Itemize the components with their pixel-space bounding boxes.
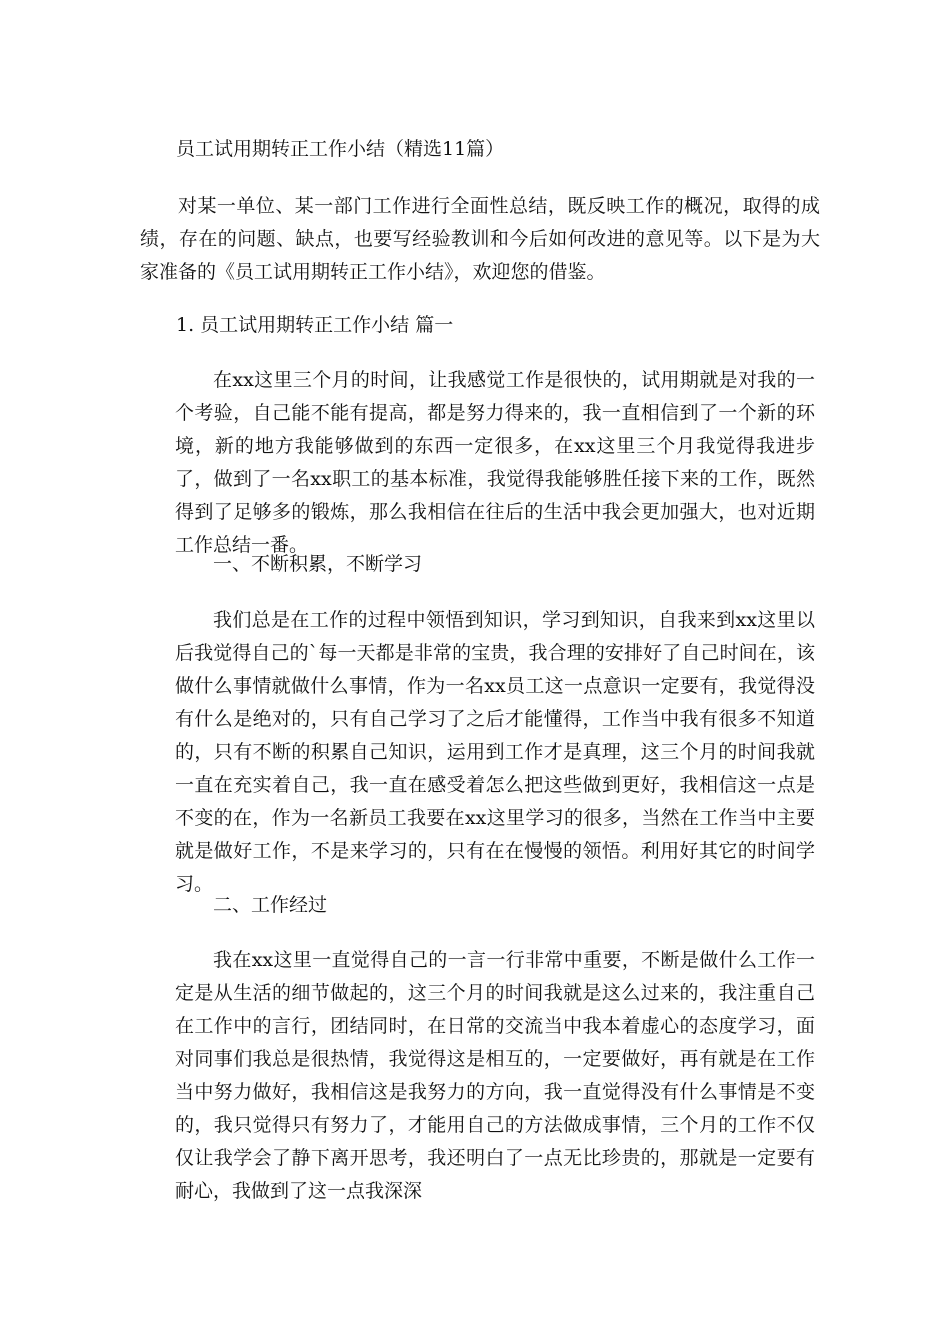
body-paragraph-2: 我们总是在工作的过程中领悟到知识，学习到知识，自我来到xx这里以后我觉得自己的`每一天都是非常的宝贵，我合理的安排好了自己时间在，该做什么事情就做什么事情，作为一名xx员工这一点意识一定要有，我觉得没有什么是绝对的，只有自己学习了之后才能懂得，工作当中我有很多不知道的，只有不断的积累自己知识，运用到工作才是真理，这三个月的时间我就一直在充实着自己，我一直在感受着怎么把这些做到更好，我相信这一点是不变的在，作为一名新员工我要在xx这里学习的很多，当然在工作当中主要就是做好工作，不是来学习的，只有在在慢慢的领悟。利用好其它的时间学习。 — [175, 609, 815, 895]
body-paragraph-3: 我在xx这里一直觉得自己的一言一行非常中重要，不断是做什么工作一定是从生活的细节做起的，这三个月的时间我就是这么过来的，我注重自己在工作中的言行，团结同时，在日常的交流当中我本着虚心的态度学习，面对同事们我总是很热情，我觉得这是相互的，一定要做好，再有就是在工作当中努力做好，我相信这是我努力的方向，我一直觉得没有什么事情是不变的，我只觉得只有努力了，才能用自己的方法做成事情，三个月的工作不仅仅让我学会了静下离开思考，我还明白了一点无比珍贵的，那就是一定要有耐心，我做到了这一点我深深 — [175, 949, 815, 1202]
body-paragraph-1: 在xx这里三个月的时间，让我感觉工作是很快的，试用期就是对我的一个考验，自己能不能有提高，都是努力得来的，我一直相信到了一个新的环境，新的地方我能够做到的东西一定很多，在xx这里三个月我觉得我进步了，做到了一名xx职工的基本标准，我觉得我能够胜任接下来的工作，既然得到了足够多的锻炼，那么我相信在往后的生活中我会更加强大，也对近期工作总结一番。 — [175, 369, 815, 556]
document-title: 员工试用期转正工作小结（精选11篇） — [176, 138, 505, 160]
intro-paragraph: 对某一单位、某一部门工作进行全面性总结，既反映工作的概况，取得的成绩，存在的问题、缺点，也要写经验教训和今后如何改进的意见等。以下是为大家准备的《员工试用期转正工作小结》，欢迎您的借鉴。 — [140, 195, 820, 283]
subheading-accumulate-learn: 一、不断积累，不断学习 — [213, 553, 423, 575]
section-heading: 1. 员工试用期转正工作小结 篇一 — [176, 314, 454, 336]
subheading-work-process: 二、工作经过 — [213, 894, 328, 916]
